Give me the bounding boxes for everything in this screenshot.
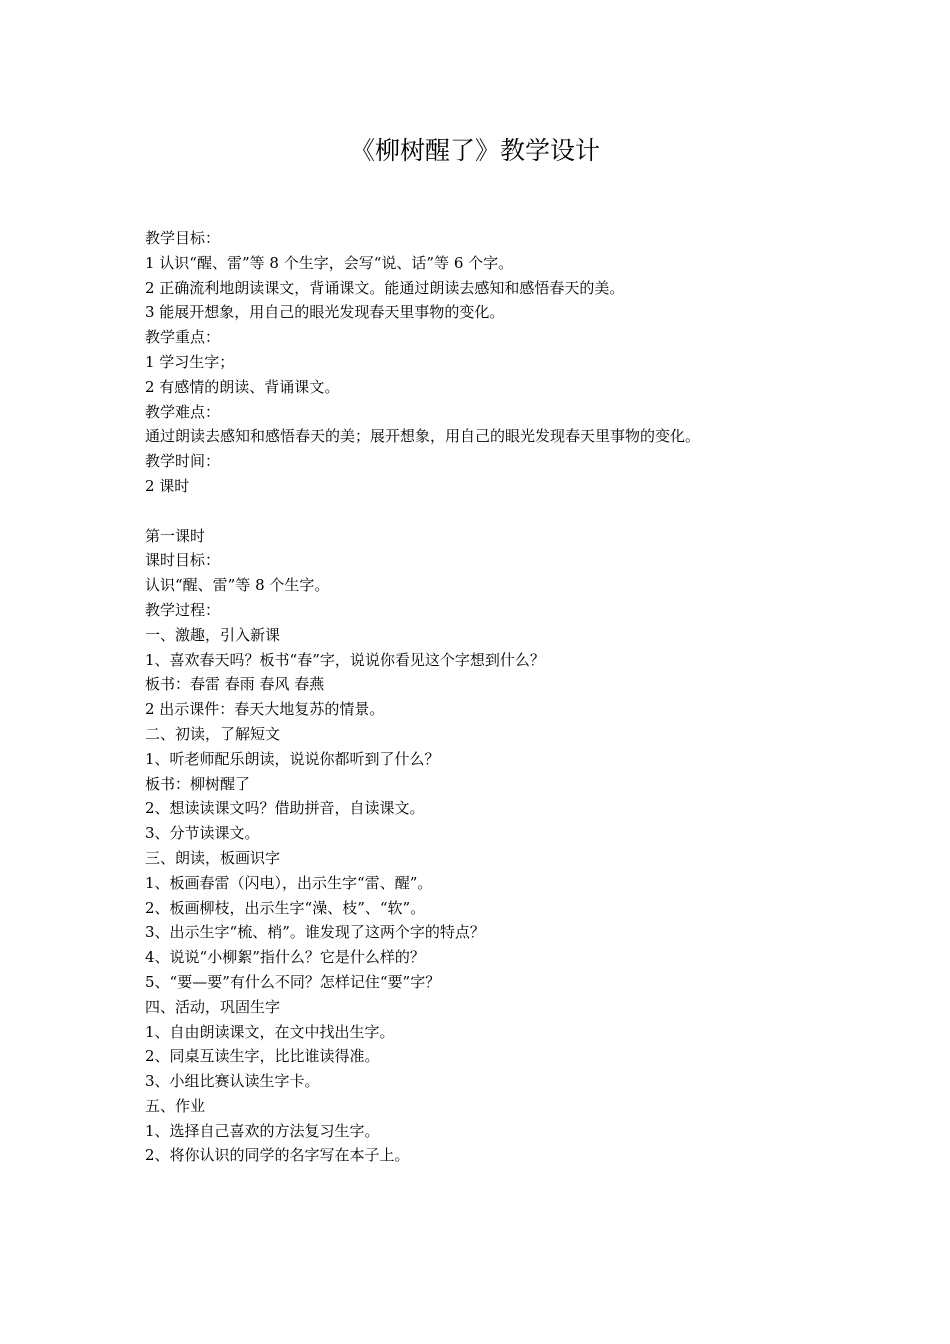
text-line: 教学时间：	[145, 452, 221, 471]
text-line: 3、小组比赛认读生字卡。	[145, 1072, 320, 1091]
blank-line	[145, 499, 865, 524]
text-line: 1 学习生字；	[145, 352, 235, 371]
text-line: 4、说说“小柳絮”指什么？它是什么样的？	[145, 948, 425, 967]
text-line: 第一课时	[145, 526, 206, 545]
text-line: 二、初读，了解短文	[145, 724, 281, 743]
text-line: 1 认识“醒、雷”等 8 个生字，会写“说、话”等 6 个字。	[145, 253, 514, 272]
text-line: 板书：柳树醒了	[145, 774, 251, 793]
text-line: 1、选择自己喜欢的方法复习生字。	[145, 1121, 380, 1140]
text-line: 3、分节读课文。	[145, 824, 260, 843]
text-line: 通过朗读去感知和感悟春天的美；展开想象，用自己的眼光发现春天里事物的变化。	[145, 427, 701, 446]
text-line: 2、板画柳枝，出示生字“澡、枝”、“软”。	[145, 898, 426, 917]
text-line: 2 正确流利地朗读课文，背诵课文。能通过朗读去感知和感悟春天的美。	[145, 278, 625, 297]
text-line: 1、喜欢春天吗？板书“春”字，说说你看见这个字想到什么？	[145, 650, 545, 669]
text-line: 2、同桌互读生字，比比谁读得准。	[145, 1047, 380, 1066]
text-line: 1、自由朗读课文，在文中找出生字。	[145, 1022, 395, 1041]
text-line: 3 能展开想象，用自己的眼光发现春天里事物的变化。	[145, 303, 505, 322]
text-line: 2、将你认识的同学的名字写在本子上。	[145, 1146, 410, 1165]
text-line: 1、听老师配乐朗读，说说你都听到了什么？	[145, 749, 440, 768]
document-body	[145, 226, 865, 1168]
text-line: 四、活动，巩固生字	[145, 997, 281, 1016]
text-line: 2 有感情的朗读、背诵课文。	[145, 377, 340, 396]
text-line: 认识“醒、雷”等 8 个生字。	[145, 576, 330, 595]
text-line: 5、“要—要”有什么不同？怎样记住“要”字？	[145, 972, 441, 991]
text-line: 2 出示课件：春天大地复苏的情景。	[145, 700, 385, 719]
first-lesson-section	[145, 524, 865, 1169]
text-line: 五、作业	[145, 1096, 206, 1115]
text-line: 1、板画春雷（闪电），出示生字“雷、醒”。	[145, 873, 433, 892]
text-line: 教学重点：	[145, 328, 221, 347]
text-line: 板书：春雷 春雨 春风 春燕	[145, 675, 325, 694]
text-line: 教学难点：	[145, 402, 221, 421]
text-line: 教学目标：	[145, 229, 221, 247]
text-line: 一、激趣，引入新课	[145, 625, 281, 644]
text-line: 三、朗读，板画识字	[145, 848, 281, 867]
document-title: 《柳树醒了》教学设计	[349, 136, 600, 165]
text-line: 教学过程：	[145, 600, 221, 619]
text-line: 课时目标：	[145, 551, 221, 570]
text-line: 2 课时	[145, 476, 190, 495]
objectives-section	[145, 226, 865, 499]
text-line: 2、想读读课文吗？借助拼音，自读课文。	[145, 799, 425, 818]
text-line: 3、出示生字“梳、梢”。谁发现了这两个字的特点？	[145, 923, 485, 942]
